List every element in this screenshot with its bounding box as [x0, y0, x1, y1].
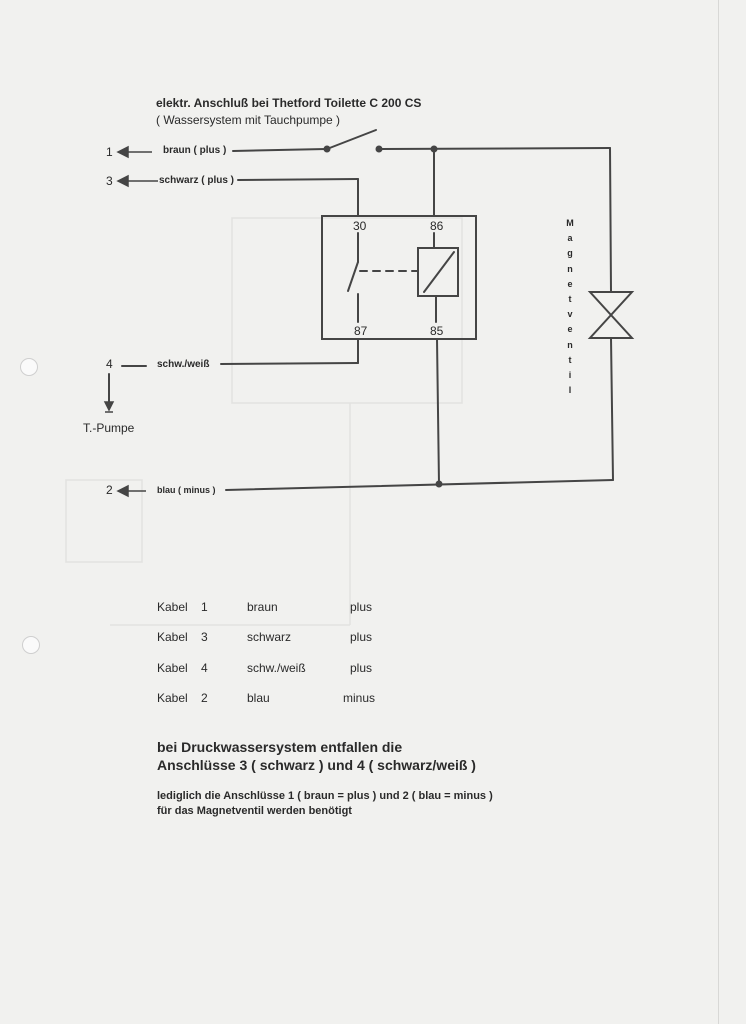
cable-color: braun	[247, 600, 278, 614]
relay-box	[322, 216, 476, 339]
cable-word: Kabel	[157, 690, 188, 705]
cable-polarity: plus	[350, 630, 373, 645]
coil-diagonal	[424, 252, 454, 292]
wire-switch-to-valve	[381, 148, 610, 149]
cable-color: schw./weiß	[247, 660, 306, 675]
cable-number: 1	[201, 600, 208, 614]
relay-terminal-87: 87	[354, 324, 368, 338]
relay-terminal-30: 30	[353, 219, 367, 233]
connection-label-3: schwarz ( plus )	[159, 175, 235, 186]
connection-number-1: 1	[106, 145, 113, 159]
wire-2-blau	[226, 480, 613, 490]
connection-number-2: 2	[106, 483, 113, 497]
relay-terminal-86: 86	[430, 219, 444, 233]
arrow-3-head	[118, 176, 128, 186]
valve-wire-top	[610, 148, 611, 292]
cable-number: 3	[201, 630, 208, 645]
cable-color: schwarz	[247, 630, 292, 645]
wire-1-braun	[233, 149, 326, 151]
connection-label-4: schw./weiß	[157, 359, 210, 370]
note-body	[157, 789, 493, 819]
cable-number: 2	[201, 690, 208, 705]
note-heading-line-2: Anschlüsse 3 ( schwarz ) und 4 ( schwarz/weiß )	[157, 757, 476, 773]
cable-color: blau	[247, 690, 270, 705]
diagram-subtitle: ( Wassersystem mit Tauchpumpe )	[156, 113, 341, 127]
note-body-line-1: lediglich die Anschlüsse 1 ( braun = plus ) und 2 ( blau = minus )	[157, 790, 493, 802]
pump-label: T.-Pumpe	[83, 421, 135, 435]
arrow-1-head	[118, 147, 128, 157]
relay-contact-arm	[348, 262, 358, 291]
main-switch	[327, 130, 376, 149]
connection-label-1: braun ( plus )	[163, 145, 227, 156]
connection-label-2: blau ( minus )	[157, 485, 216, 495]
magnet-valve	[590, 292, 632, 338]
magnet-valve-label: M a g n e t v e n t i l	[566, 218, 574, 396]
cable-word: Kabel	[157, 630, 188, 645]
valve-wire-bottom	[611, 338, 613, 480]
cable-polarity: minus	[343, 690, 376, 705]
diagram-title: elektr. Anschluß bei Thetford Toilette C 200 CS	[156, 96, 422, 110]
note-heading	[157, 738, 476, 774]
connection-number-4: 4	[106, 357, 113, 371]
cable-word: Kabel	[157, 660, 188, 675]
junction-ground	[437, 482, 442, 487]
relay-terminal-85: 85	[430, 324, 444, 338]
wire-85-down	[437, 339, 439, 484]
cable-polarity: plus	[350, 600, 373, 614]
cable-number: 4	[201, 660, 208, 675]
note-body-line-2: für das Magnetventil werden benötigt	[157, 805, 352, 817]
arrow-2-head	[118, 486, 128, 496]
cable-polarity: plus	[350, 660, 373, 675]
note-heading-line-1: bei Druckwassersystem entfallen die	[157, 739, 403, 755]
wire-3-schwarz	[238, 179, 358, 180]
wire-4-schwarzweiss	[221, 363, 358, 364]
cable-word: Kabel	[157, 600, 188, 614]
pump-arrow-head	[105, 402, 113, 410]
connection-number-3: 3	[106, 174, 113, 188]
